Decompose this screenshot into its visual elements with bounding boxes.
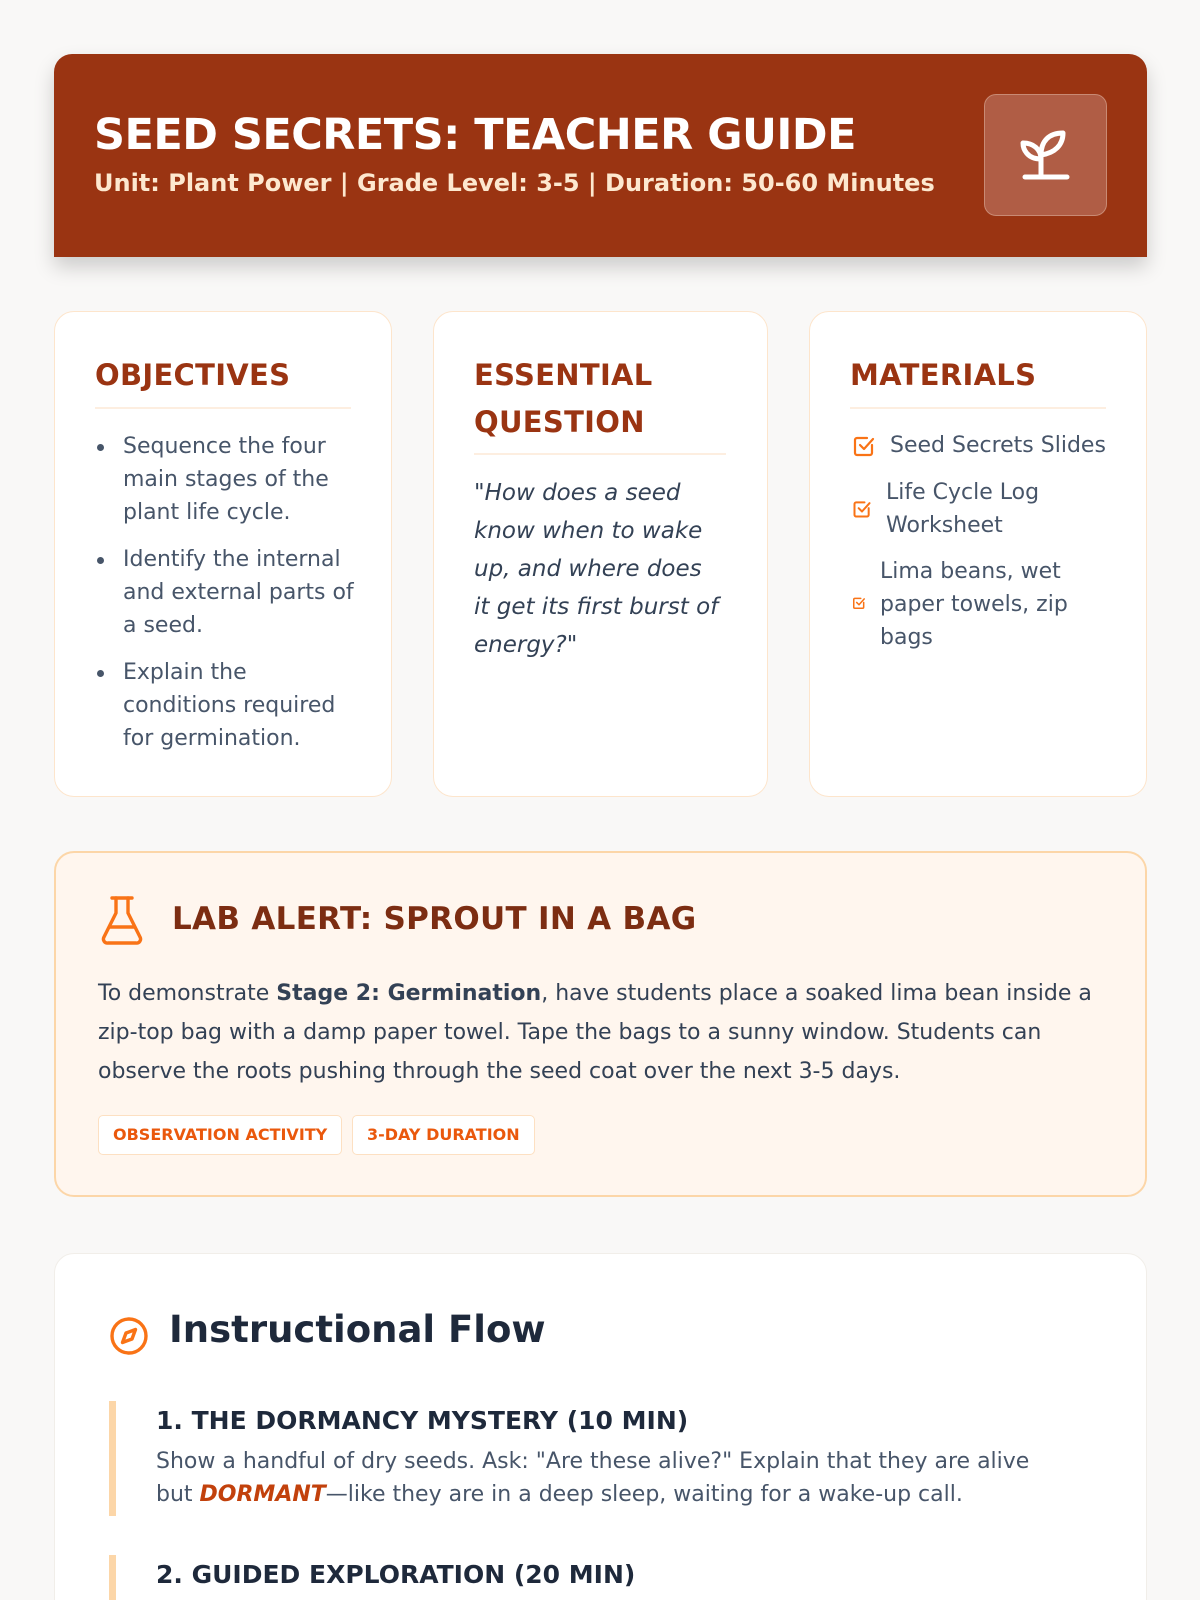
essential-question-card (433, 311, 768, 797)
page-header (54, 54, 1147, 257)
lab-body-text: To demonstrate (98, 981, 277, 1006)
essential-question-divider (474, 453, 726, 455)
page-title: SEED SECRETS: TEACHER GUIDE (94, 110, 856, 160)
flow-step-text: —like they are in a deep sleep, waiting for a wake-up call. (325, 1482, 963, 1507)
materials-card (809, 311, 1147, 797)
objectives-list (97, 430, 357, 769)
flow-step (109, 1555, 1069, 1600)
lab-alert-body (98, 974, 1108, 1091)
flow-step-title: 2. GUIDED EXPLORATION (20 MIN) (156, 1560, 636, 1589)
objective-item: Identify the internal and external parts of a seed. (97, 543, 357, 642)
flow-step-title: 1. THE DORMANCY MYSTERY (10 MIN) (156, 1406, 689, 1435)
logo-badge (984, 94, 1107, 216)
material-item-label: Life Cycle Log Worksheet (886, 480, 1040, 538)
page-subtitle: Unit: Plant Power | Grade Level: 3-5 | Duration: 50-60 Minutes (94, 169, 935, 197)
objectives-divider (95, 407, 351, 409)
flow-step-text: Show a handful of dry seeds. Ask: "Are these alive?" Explain that they are alive but (156, 1449, 1030, 1507)
lab-body-emphasis: Stage 2: Germination (276, 981, 542, 1006)
material-item-label: Lima beans, wet paper towels, zip bags (880, 559, 1068, 650)
objectives-card (54, 311, 392, 797)
essential-question-heading-line2: QUESTION (474, 405, 645, 439)
checkbox-checked-icon (852, 499, 872, 519)
compass-icon (109, 1316, 149, 1356)
objective-item: Sequence the four main stages of the plant life cycle. (97, 430, 357, 529)
instructional-flow-title: Instructional Flow (169, 1308, 546, 1351)
flask-icon (100, 895, 144, 947)
flow-step (109, 1401, 1069, 1516)
materials-heading: MATERIALS (850, 358, 1037, 392)
instructional-flow-section (54, 1253, 1147, 1600)
essential-question-heading (474, 352, 653, 446)
essential-question-heading-line1: ESSENTIAL (474, 358, 653, 392)
objective-item: Explain the conditions required for germination. (97, 656, 357, 755)
flow-step-body (156, 1445, 1069, 1511)
lab-body-text: , have students place a soaked lima bean inside a zip-top bag with a damp paper towel. Tape the bags to a sunny window. Students can observe the roots pushing through the seed coat over the next 3-5 days. (98, 981, 1092, 1084)
material-item-label: Seed Secrets Slides (890, 433, 1106, 458)
sprout-icon (1017, 125, 1075, 185)
objectives-heading: OBJECTIVES (95, 358, 291, 392)
checkbox-checked-icon (852, 596, 866, 610)
essential-question-text: "How does a seed know when to wake up, and where does it get its first burst of energy?" (474, 480, 719, 658)
tag-badge: OBSERVATION ACTIVITY (98, 1115, 342, 1155)
checkbox-checked-icon (852, 434, 876, 458)
lab-alert-title: LAB ALERT: SPROUT IN A BAG (172, 901, 697, 937)
lab-alert-panel (54, 851, 1147, 1197)
flow-step-emphasis: DORMANT (199, 1482, 326, 1507)
tag-badge: 3-DAY DURATION (352, 1115, 535, 1155)
materials-divider (850, 407, 1106, 409)
